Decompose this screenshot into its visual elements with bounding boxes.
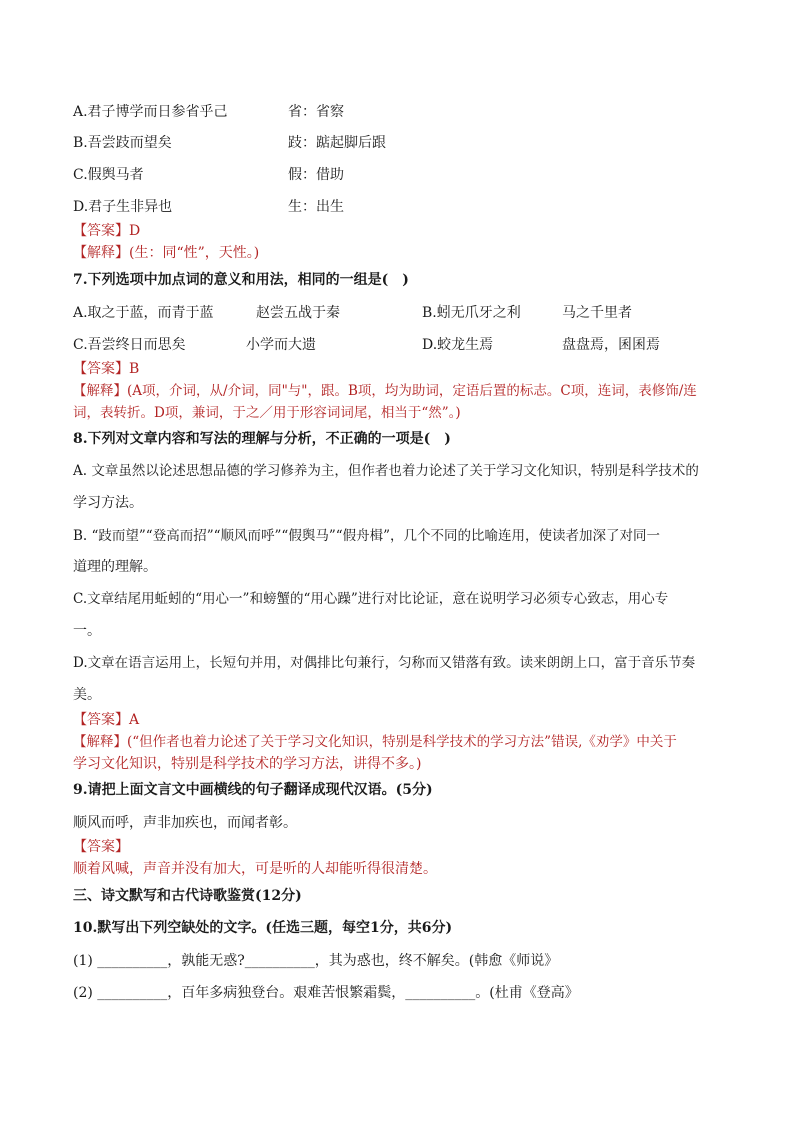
q8-option-b-line-1: B. “跂而望”“登高而招”“顺风而呼”“假舆马”“假舟楫”，几个不同的比喻连用，使读者加深了对同一 [73,528,661,544]
q8-option-c-line-2: 一。 [73,623,101,639]
q9-sentence: 顺风而呼，声非加疾也，而闻者彰。 [73,815,297,831]
q9-title: 9.请把上面文言文中画横线的句子翻译成现代汉语。(5分) [73,782,433,798]
q6-option-c: C.假舆马者 假：借助 [73,167,344,183]
q6-option-b: B.吾尝跂而望矣 跂：踮起脚后跟 [73,135,386,151]
q8-explanation-line-1: 【解释】(“但作者也着力论述了关于学习文化知识，特别是科学技术的学习方法”错误,《劝学》中关于 [73,734,677,750]
q8-answer: 【答案】A [73,712,140,728]
q10-item-1: (1) __________，孰能无惑?__________，其为惑也，终不解矣。(韩愈《师说》 [73,953,559,969]
q6-answer: 【答案】D [73,223,141,239]
q6-option-d: D.君子生非异也 生：出生 [73,199,344,215]
q9-answer-label: 【答案】 [73,839,129,855]
q8-option-b-line-2: 道理的理解。 [73,559,157,575]
q7-title: 7.下列选项中加点词的意义和用法，相同的一组是( ) [73,272,409,288]
q7-row-cd: C.吾尝终日而思矣 小学而大遗 D.蛟龙生焉 盘盘焉，囷囷焉 [73,337,660,353]
q7-explanation-line-1: 【解释】(A项，介词，从/介词，同"与"，跟。B项，均为助词，定语后置的标志。C项，连词，表修饰/连 [73,383,697,399]
q8-option-a-line-2: 学习方法。 [73,495,143,511]
q6-explanation: 【解释】(生：同“性”，天性。) [73,245,260,261]
q9-answer: 顺着风喊，声音并没有加大，可是听的人却能听得很清楚。 [73,861,437,877]
q8-option-a-line-1: A. 文章虽然以论述思想品德的学习修养为主，但作者也着力论述了关于学习文化知识，特别是科学技术的 [73,463,699,479]
q7-explanation-line-2: 词，表转折。D项，兼词，于之／用于形容词词尾，相当于“然”。) [73,405,461,421]
q10-item-2: (2) __________，百年多病独登台。艰难苦恨繁霜鬓，__________。(杜甫《登高》 [73,985,579,1001]
q7-answer: 【答案】B [73,361,140,377]
q6-option-a: A.君子博学而日参省乎己 省：省察 [73,104,344,120]
q8-title: 8.下列对文章内容和写法的理解与分析，不正确的一项是( ) [73,431,451,447]
q10-title: 10.默写出下列空缺处的文字。(任选三题，每空1分，共6分) [73,920,453,936]
q8-explanation-line-2: 学习文化知识，特别是科学技术的学习方法，讲得不多。) [73,756,422,772]
q8-option-d-line-1: D.文章在语言运用上，长短句并用，对偶排比句兼行，匀称而又错落有致。读来朗朗上口，富于音乐节奏 [73,655,696,671]
q7-row-ab: A.取之于蓝，而青于蓝 赵尝五战于秦 B.蚓无爪牙之利 马之千里者 [73,305,632,321]
section3-title: 三、诗文默写和古代诗歌鉴赏(12分) [73,888,302,904]
q8-option-d-line-2: 美。 [73,687,101,703]
q8-option-c-line-1: C.文章结尾用蚯蚓的“用心一”和螃蟹的“用心躁”进行对比论证，意在说明学习必须专心致志，用心专 [73,591,669,607]
